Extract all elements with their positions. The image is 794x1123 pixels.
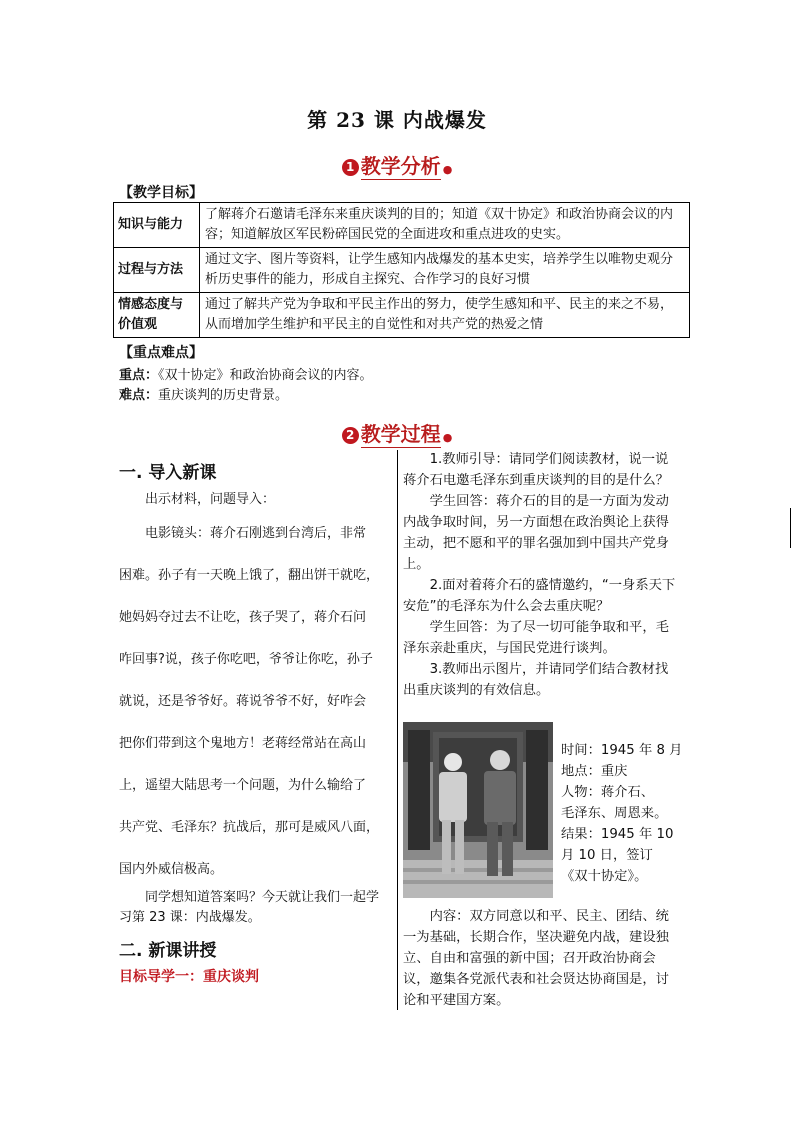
section-label: 教学过程: [360, 422, 441, 446]
margin-bar: [790, 508, 791, 548]
goal-key: 知识与能力: [114, 203, 200, 248]
story-line: 就说，还是爷爷好。蒋说爷爷不好，好咋会: [119, 694, 367, 709]
paragraph: 2.面对着蒋介石的盛情邀约，“一身系天下安危”的毛泽东为什么会去重庆呢？: [403, 578, 676, 614]
difficulty-line: [119, 386, 288, 406]
page-title: 第 23 课 内战爆发: [307, 108, 487, 132]
number-badge-icon: 1: [342, 159, 359, 176]
intro-closing: 同学想知道答案吗？今天就让我们一起学习第 23 课：内战爆发。: [119, 890, 380, 925]
photo-figures-icon: [403, 722, 553, 898]
paragraph: 学生回答：为了尽一切可能争取和平，毛泽东亲赴重庆，与国民党进行谈判。: [403, 620, 669, 656]
story-line: 困难。孙子有一天晚上饿了，翻出饼干就吃，: [119, 568, 380, 583]
table-row: [114, 248, 690, 293]
decor-dot-icon: ●: [442, 163, 453, 176]
photo-info: [561, 740, 686, 887]
table-row: [114, 203, 690, 248]
heading-intro: 一. 导入新课: [119, 463, 217, 483]
info-result: 结果：1945 年 10: [561, 827, 674, 842]
heading-new-lesson: 二. 新课讲授: [119, 941, 217, 961]
difficulty-text: 重庆谈判的历史背景。: [158, 388, 289, 403]
info-people: 人物：蒋介石、: [561, 785, 655, 800]
paragraph: 学生回答：蒋介石的目的是一方面为发动内战争取时间，另一方面想在政治舆论上获得主动，把不愿和平的罪名强加到中国共产党身上。: [403, 494, 669, 572]
goal-key: 情感态度与价值观: [114, 293, 200, 338]
story-line: 把你们带到这个鬼地方！老蒋经常站在高山: [119, 736, 367, 751]
section-heading-analysis: [0, 150, 794, 179]
difficulty-tag: 难点：: [119, 388, 159, 403]
info-people: 毛泽东、周恩来。: [561, 806, 668, 821]
subgoal-heading: 目标导学一：重庆谈判: [119, 969, 259, 985]
story-line: 她妈妈夺过去不让吃，孩子哭了，蒋介石问: [119, 610, 367, 625]
info-result: 月 10 日，签订: [561, 848, 653, 863]
story-line: 国内外威信极高。: [119, 862, 224, 877]
right-column: [403, 449, 676, 701]
info-time: 时间：1945 年 8 月: [561, 743, 683, 758]
goals-table: [113, 202, 690, 338]
historical-photo: [403, 722, 553, 898]
table-row: [114, 293, 690, 338]
decor-dot-icon: ●: [442, 431, 453, 444]
story-line: 咋回事?说，孩子你吃吧，爷爷让你吃，孙子: [119, 652, 373, 667]
keypoints-label: 【重点难点】: [119, 345, 203, 361]
story-line: 共产党、毛泽东？抗战后，那可是威风八面，: [119, 820, 380, 835]
keypoint-line: [119, 366, 373, 386]
intro-lead: 出示材料，问题导入：: [145, 492, 276, 507]
section-heading-process: [0, 418, 794, 447]
paragraph: 内容：双方同意以和平、民主、团结、统一为基础，长期合作，坚决避免内战，建设独立、自由和富强的新中国；召开政治协商会议，邀集各党派代表和社会贤达协商国是，讨论和平建国方案。: [403, 909, 669, 1008]
story-line: 电影镜头：蒋介石刚逃到台湾后，非常: [145, 526, 367, 541]
paragraph: 1.教师引导：请同学们阅读教材，说一说蒋介石电邀毛泽东到重庆谈判的目的是什么？: [403, 452, 669, 488]
info-result: 《双十协定》。: [561, 869, 648, 884]
goal-value: 通过了解共产党为争取和平民主作出的努力，使学生感知和平、民主的来之不易，从而增加学生维护和平民主的自觉性和对共产党的热爱之情: [200, 293, 690, 338]
info-place: 地点：重庆: [561, 764, 628, 779]
goal-value: 了解蒋介石邀请毛泽东来重庆谈判的目的；知道《双十协定》和政治协商会议的内容；知道解放区军民粉碎国民党的全面进攻和重点进攻的史实。: [200, 203, 690, 248]
goals-label: 【教学目标】: [119, 185, 203, 201]
section-label: 教学分析: [360, 154, 441, 178]
keypoint-tag: 重点：: [119, 368, 159, 383]
goal-value: 通过文字、图片等资料，让学生感知内战爆发的基本史实，培养学生以唯物史观分析历史事件的能力，形成自主探究、合作学习的良好习惯: [200, 248, 690, 293]
paragraph: 3.教师出示图片，并请同学们结合教材找出重庆谈判的有效信息。: [403, 662, 669, 698]
number-badge-icon: 2: [342, 427, 359, 444]
keypoint-text: 《双十协定》和政治协商会议的内容。: [158, 368, 373, 383]
left-column: [119, 458, 394, 483]
content-paragraph-block: [403, 906, 676, 1011]
column-divider: [397, 450, 398, 1010]
goal-key: 过程与方法: [114, 248, 200, 293]
story-line: 上，遥望大陆思考一个问题，为什么输给了: [119, 778, 367, 793]
